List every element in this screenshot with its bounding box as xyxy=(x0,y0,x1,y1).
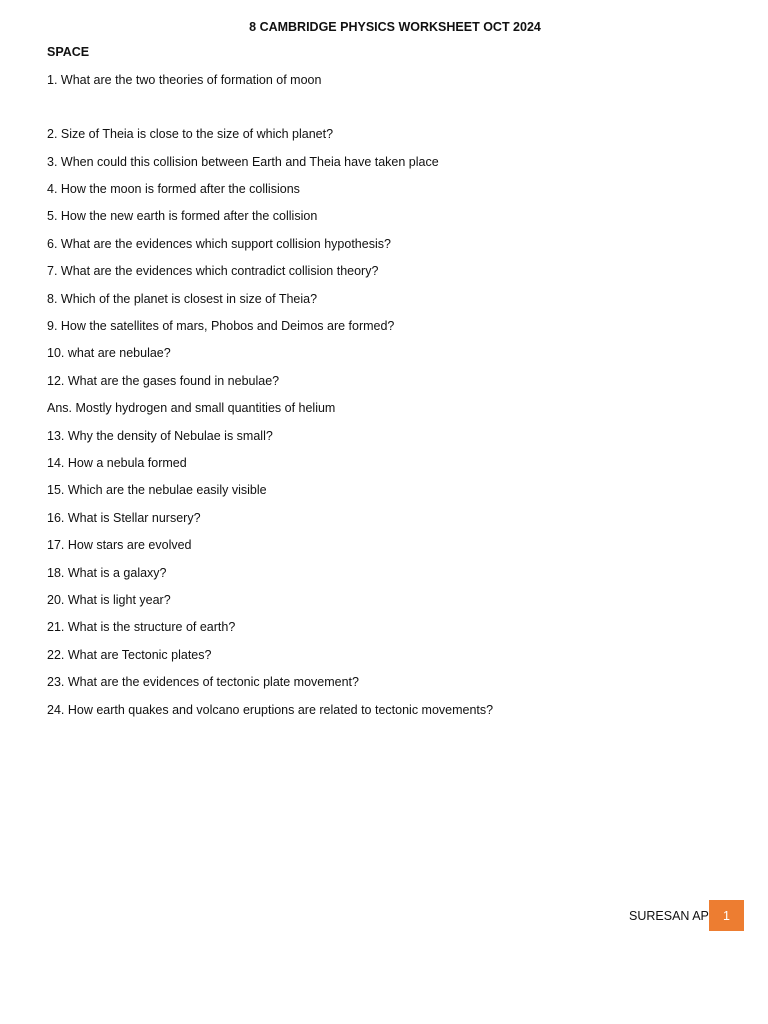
question-item: 12. What are the gases found in nebulae? xyxy=(47,374,280,388)
question-item: 18. What is a galaxy? xyxy=(47,566,167,580)
question-item: 9. How the satellites of mars, Phobos and Deimos are formed? xyxy=(47,319,395,333)
question-item: 16. What is Stellar nursery? xyxy=(47,511,201,525)
question-item: 6. What are the evidences which support collision hypothesis? xyxy=(47,237,391,251)
question-item: 7. What are the evidences which contradict collision theory? xyxy=(47,264,379,278)
question-item: 21. What is the structure of earth? xyxy=(47,620,236,634)
question-item: 8. Which of the planet is closest in size of Theia? xyxy=(47,292,318,306)
question-item: 10. what are nebulae? xyxy=(47,346,171,360)
question-item: 2. Size of Theia is close to the size of which planet? xyxy=(47,127,334,141)
question-item: 23. What are the evidences of tectonic plate movement? xyxy=(47,675,359,689)
page-number-badge: 1 xyxy=(709,900,744,931)
question-item: 4. How the moon is formed after the collisions xyxy=(47,182,300,196)
answer-line: Ans. Mostly hydrogen and small quantities of helium xyxy=(47,401,336,415)
question-item: 1. What are the two theories of formation of moon xyxy=(47,73,322,87)
section-heading: SPACE xyxy=(47,45,90,59)
footer-author: SURESAN AP xyxy=(629,909,709,923)
question-item: 17. How stars are evolved xyxy=(47,538,192,552)
question-item: 22. What are Tectonic plates? xyxy=(47,648,212,662)
question-item: 14. How a nebula formed xyxy=(47,456,187,470)
question-item: 5. How the new earth is formed after the collision xyxy=(47,209,318,223)
question-item: 13. Why the density of Nebulae is small? xyxy=(47,429,273,443)
document-title: 8 CAMBRIDGE PHYSICS WORKSHEET OCT 2024 xyxy=(249,20,541,34)
question-item: 3. When could this collision between Earth and Theia have taken place xyxy=(47,155,439,169)
question-item: 20. What is light year? xyxy=(47,593,171,607)
question-item: 15. Which are the nebulae easily visible xyxy=(47,483,267,497)
question-item: 24. How earth quakes and volcano eruptions are related to tectonic movements? xyxy=(47,703,494,717)
